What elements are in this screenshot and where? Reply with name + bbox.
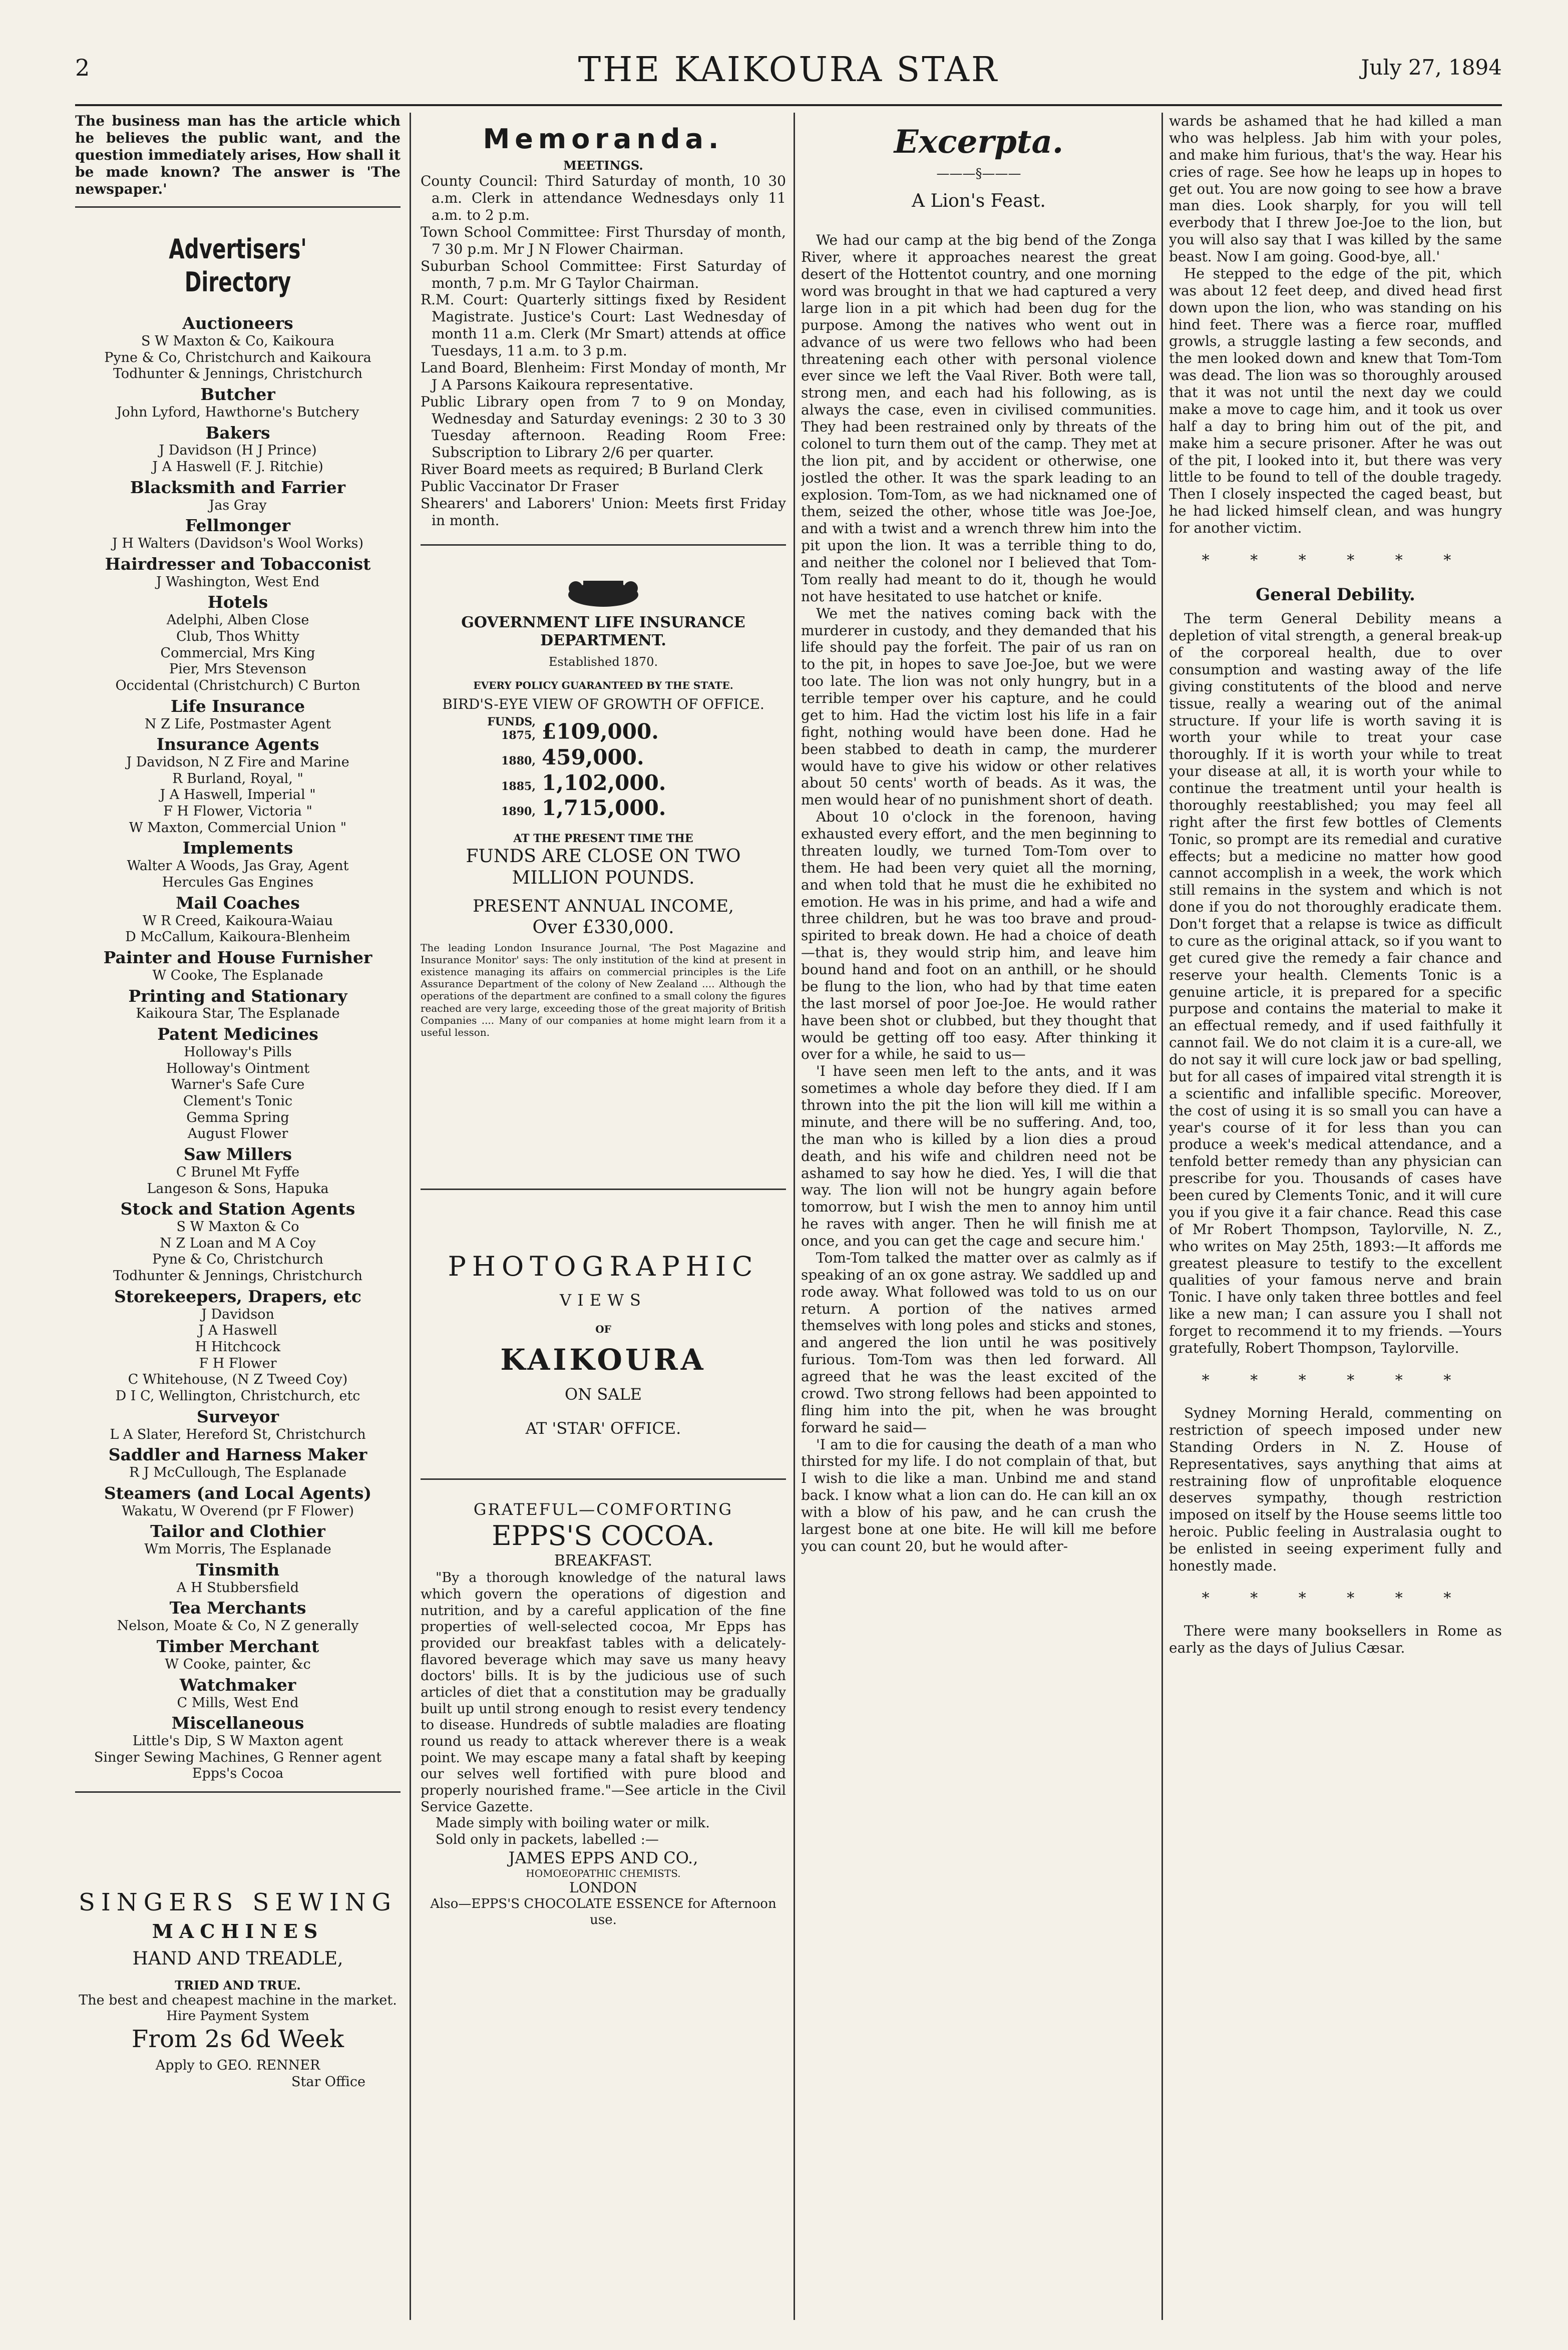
directory-entry: N Z Life, Postmaster Agent [144, 716, 331, 732]
photo-ad-line: OF [595, 1323, 611, 1336]
directory-entry: Warner's Safe Cure [171, 1077, 305, 1093]
directory-category: Printing and Stationary [128, 986, 347, 1006]
directory-category: Saddler and Harness Maker [108, 1445, 367, 1465]
meeting-item: County Council: Third Saturday of month, 10 30 a.m. Clerk in attendance Wednesdays only 11 a.m. to 2 p.m. [421, 173, 786, 224]
fund-year: FUNDS, 1875, [487, 715, 536, 742]
photo-ad-line: KAIKOURA [500, 1343, 706, 1377]
directory-entry: W Maxton, Commercial Union " [129, 820, 347, 836]
directory-entry: Langeson & Sons, Hapuka [147, 1181, 329, 1197]
cocoa-ad-maker: JAMES EPPS AND CO., [508, 1848, 698, 1867]
directory-category: Insurance Agents [156, 734, 319, 754]
directory-entry: W R Creed, Kaikoura-Waiau [142, 913, 333, 929]
directory-category: Storekeepers, Drapers, etc [114, 1286, 362, 1306]
fund-row [421, 796, 786, 821]
fund-year: 1880, [501, 754, 536, 767]
column-1 [75, 113, 401, 2330]
cocoa-ad-line: Sold only in packets, labelled :— [436, 1831, 659, 1847]
directory-entry: Holloway's Pills [184, 1044, 292, 1060]
issue-date: July 27, 1894 [1361, 55, 1502, 80]
directory-entry: R Burland, Royal, " [172, 770, 303, 787]
directory-category: Tinsmith [196, 1559, 280, 1580]
directory-category: Auctioneers [182, 313, 293, 333]
directory-category: Saw Millers [183, 1144, 292, 1164]
directory-entry: Jas Gray [209, 497, 267, 513]
insurance-income-value: Over £330,000. [532, 917, 674, 938]
directory-entry: N Z Loan and M A Coy [160, 1235, 316, 1251]
directory-category: Life Insurance [170, 696, 305, 716]
singer-ad-line: HAND AND TREADLE, [132, 1948, 343, 1970]
page-number: 2 [75, 54, 90, 81]
directory-entry: W Cooke, The Esplanade [152, 967, 323, 983]
directory-category: Hotels [207, 592, 268, 612]
story-paragraph: 'I am to die for causing the death of a man who thirsted for my life. I do not complain of that, but I wish to die like a man. Unbind me and stand back. I know what a lion can do. He can kill an ox with a blow of his paw, and he can crush the largest bone at one bite. He will kill me before you can count 20, but he would after- [801, 1436, 1156, 1554]
fund-year: 1885, [501, 779, 536, 793]
meeting-item: Shearers' and Laborers' Union: Meets first Friday in month. [421, 495, 786, 529]
cocoa-ad-line: BREAKFAST. [554, 1552, 653, 1570]
memoranda-heading: Memoranda. [483, 123, 724, 155]
directory-category: Stock and Station Agents [120, 1199, 355, 1219]
story-paragraph: 'I have seen men left to the ants, and it was sometimes a whole day before they died. If I am thrown into the pit the lion will kill me within a minute, and there will be no suffering. And, too, the man who is killed by a lion dies a proud death, and his wife and children need not be ashamed to say how he died. Yes, I will die that way. The lion will not be hungry again before tomorrow, but I wish the men to annoy him until he raves with anger. Then he will finish me at once, and you can get the cage and secure him.' [801, 1063, 1156, 1250]
advertisers-directory [75, 313, 401, 1782]
directory-category: Steamers (and Local Agents) [104, 1483, 372, 1503]
directory-category: Implements [182, 838, 293, 858]
fund-amount: 1,102,000. [542, 770, 666, 795]
directory-entry: Wm Morris, The Esplanade [144, 1541, 331, 1557]
insurance-guarantee: EVERY POLICY GUARANTEED BY THE STATE. [473, 679, 733, 692]
directory-entry: Gemma Spring [186, 1109, 289, 1125]
directory-category: Watchmaker [179, 1675, 296, 1695]
fund-row [421, 745, 786, 770]
meeting-item: River Board meets as required; B Burland Clerk [421, 461, 763, 478]
story-title: A Lion's Feast. [912, 190, 1046, 211]
directory-entry: J Davidson [201, 1306, 274, 1322]
directory-entry: F H Flower, Victoria " [163, 804, 312, 820]
story-body [801, 232, 1156, 1554]
fund-row [421, 770, 786, 796]
coat-of-arms-icon [553, 576, 653, 611]
directory-category: Mail Coaches [176, 893, 300, 913]
debility-title: General Debility. [1256, 585, 1415, 605]
directory-category: Tailor and Clothier [150, 1521, 325, 1541]
government-insurance-ad [421, 576, 786, 1038]
photo-ad-line: VIEWS [560, 1291, 647, 1310]
story-paragraph: We had our camp at the big bend of the Zonga River, where it approaches nearest the great desert of the Hottentot country, and one morning word was brought in that we had captured a very large lion in a pit which had been dug for the purpose. Among the natives who went out in advance of us were two fellows who had been threatening each other with personal violence ever since we left the Vaal River. Both were tall, strong men, and each had his following, as is always the case, even in civilised communities. They had been restrained only by threats of the colonel to turn them out of the camp. They met at the lion pit, and by accident or otherwise, one jostled the other. It was the spark leading to an explosion. Tom-Tom, as we had nicknamed one of them, seized the other, whose title was Joe-Joe, and with a twist and a wrench threw him into the pit upon the lion. It was a terrible thing to do, and neither the colonel nor I believed that Tom-Tom really had meant to do it, though he would not have hesitated to use hatchet or knife. [801, 232, 1156, 605]
directory-entry: R J McCullough, The Esplanade [129, 1465, 347, 1481]
directory-entry: August Flower [187, 1126, 288, 1142]
photo-ad-line: AT 'STAR' OFFICE. [525, 1419, 681, 1438]
directory-entry: F H Flower [199, 1355, 277, 1371]
singer-ad-price: From 2s 6d Week [131, 2025, 344, 2053]
directory-entry: D I C, Wellington, Christchurch, etc [115, 1388, 360, 1404]
intro-paragraph: The business man has the article which he believes the public want, and the question immediately arises, How shall it be made known? The answer is 'The newspaper.' [75, 113, 401, 197]
divider [75, 206, 401, 208]
singer-ad-line: SINGERS SEWING [78, 1888, 398, 1917]
directory-entry: H Hitchcock [195, 1339, 281, 1355]
insurance-small-print: The leading London Insurance Journal, 'The Post Magazine and Insurance Monitor' says: The only institution of the kind at present in existence managing its affairs on commercial principles is the Life Assurance Department of the colony of New Zealand .... Although the operations of the department are confined to a small colony the figures reached are very large, exceeding those of the great majority of British Companies .... Many of our companies at home might learn from it a useful lesson. [421, 941, 786, 1038]
meeting-item: Town School Committee: First Thursday of month, 7 30 p.m. Mr J N Flower Chairman. [421, 223, 786, 257]
directory-heading: Advertisers' Directory [169, 233, 307, 298]
divider [75, 1791, 401, 1793]
funds-table [421, 715, 786, 821]
fund-amount: 1,715,000. [542, 796, 666, 821]
story-paragraph: Tom-Tom talked the matter over as calmly as if speaking of an ox gone astray. We saddled up and rode away. What followed was told to us on our return. A portion of the natives armed themselves with long poles and sticks and stones, and angered the lion until he was positively furious. Tom-Tom was then led forward. All agreed that he was the least excited of the crowd. Two strong fellows had been appointed to fling him into the pit, when he was brought forward he said— [801, 1249, 1156, 1436]
directory-category: Tea Merchants [169, 1598, 306, 1618]
meeting-item: Land Board, Blenheim: First Monday of month, Mr J A Parsons Kaikoura representative. [421, 359, 786, 393]
directory-entry: Clement's Tonic [183, 1093, 293, 1109]
directory-category: Fellmonger [185, 516, 291, 536]
directory-entry: Nelson, Moate & Co, N Z generally [117, 1618, 359, 1634]
story-continued [1169, 113, 1502, 537]
photographic-views-ad [421, 1250, 786, 1438]
singer-ad-line: Hire Payment System [166, 2009, 309, 2024]
directory-entry: J A Haswell, Imperial " [160, 787, 316, 803]
excerpta-heading: Excerpta. [894, 123, 1064, 161]
cocoa-ad-line: Made simply with boiling water or milk. [436, 1815, 710, 1831]
directory-category: Surveyor [197, 1406, 279, 1426]
meetings-list [421, 173, 786, 529]
cocoa-ad-title: EPPS'S COCOA. [492, 1519, 715, 1551]
directory-entry: Little's Dip, S W Maxton agent [132, 1733, 343, 1749]
directory-entry: Adelphi, Alben Close [166, 612, 309, 628]
meetings-label: MEETINGS. [563, 158, 643, 173]
meeting-item: Suburban School Committee: First Saturday of month, 7 p.m. Mr G Taylor Chairman. [421, 257, 786, 291]
directory-entry: Holloway's Ointment [166, 1060, 310, 1076]
insurance-funds-close: FUNDS ARE CLOSE ON TWO MILLION POUNDS. [466, 846, 741, 889]
sydney-herald-note: Sydney Morning Herald, commenting on restriction of speech imposed under new Standing Orders in N. Z. House of Representatives, says anything that aims at restraining flow of unprofitable eloquence deserves sympathy, though restriction imposed on itself by the House seems little too heroic. Public feeling in Australasia ought to be enlisted in seeing experiment fully and honestly made. [1169, 1405, 1502, 1574]
directory-category: Timber Merchant [156, 1637, 319, 1657]
separator-stars: * * * * * * [1202, 1589, 1469, 1607]
directory-entry: W Cooke, painter, &c [165, 1656, 311, 1672]
meeting-item: Public Vaccinator Dr Fraser [421, 478, 619, 495]
separator-stars: * * * * * * [1202, 551, 1469, 569]
insurance-growth-label: BIRD'S-EYE VIEW OF GROWTH OF OFFICE. [442, 695, 764, 712]
booksellers-note: There were many booksellers in Rome as early as the days of Julius Cæsar. [1169, 1623, 1502, 1657]
column-divider [1161, 113, 1163, 2320]
cocoa-ad-line: HOMOEOPATHIC CHEMISTS. [526, 1867, 681, 1880]
masthead [75, 50, 1502, 105]
directory-entry: S W Maxton & Co [176, 1219, 299, 1235]
directory-entry: L A Slater, Hereford St, Christchurch [110, 1426, 366, 1442]
cocoa-ad-line: Also—EPPS'S CHOCOLATE ESSENCE for Afternoon use. [430, 1896, 776, 1927]
column-divider [410, 113, 411, 2320]
directory-entry: Epps's Cocoa [192, 1766, 284, 1782]
directory-category: Blacksmith and Farrier [130, 477, 346, 497]
divider [421, 1189, 786, 1190]
directory-entry: J Washington, West End [156, 574, 320, 590]
directory-entry: John Lyford, Hawthorne's Butchery [116, 404, 359, 420]
column-2 [421, 113, 786, 2330]
story-paragraph: wards be ashamed that he had killed a man who was helpless. Jab him with your poles, and make him furious, that's the way. Hear his cries of rage. See how he leaps up in hopes to get out. You are now going to see how a brave man dies. Look sharply, for you will tell everbody that I threw Joe-Joe to the lion, but you will also say that I was killed by the same beast. Now I am going. Good-bye, all.' [1169, 113, 1502, 265]
directory-entry: Commercial, Mrs King [160, 645, 315, 661]
insurance-title: GOVERNMENT LIFE INSURANCE DEPARTMENT. [461, 613, 745, 650]
directory-category: Bakers [205, 423, 270, 443]
directory-entry: J A Haswell [198, 1323, 277, 1339]
divider [421, 544, 786, 546]
directory-category: Hairdresser and Tobacconist [105, 554, 371, 574]
directory-entry: Pyne & Co, Christchurch [152, 1252, 323, 1268]
directory-entry: J H Walters (Davidson's Wool Works) [112, 536, 364, 552]
directory-category: Miscellaneous [171, 1713, 304, 1733]
directory-entry: J A Haswell (F. J. Ritchie) [152, 459, 323, 475]
directory-entry: Walter A Woods, Jas Gray, Agent [127, 858, 349, 874]
singer-ad-line: TRIED AND TRUE. [175, 1978, 301, 1993]
directory-entry: Club, Thos Whitty [176, 629, 299, 645]
newspaper-title: THE KAIKOURA STAR [578, 50, 999, 90]
directory-entry: C Mills, West End [177, 1695, 299, 1711]
fund-amount: 459,000. [542, 744, 644, 769]
directory-entry: Hercules Gas Engines [162, 875, 314, 891]
debility-article: The term General Debility means a depletion of vital strength, a general break-up of the corporeal health, due to over consumption and wasting away of the life giving constitutents of the blood and nerve tissue, really a wearing out of the animal structure. If your life is worth saving it is worth your while to treat your case thoroughly. If it is worth your while to treat your disease at all, it is worth your while to continue the treatment until your health is thoroughly reestablished; you may feel all right after the first few bottles of Clements Tonic, so prompt are its remedial and curative effects; but a medicine no matter how good cannot accomplish in a week, the work which still remains in the system and which is not done if you do not thoroughly eradicate them. Don't forget that a relapse is twice as difficult to cure as the original attack, so if you want to get cured give the remedy a fair chance and reserve your health. Clements Tonic is a genuine article, it is prepared for a specific purpose and contains the material to make it an effectual remedy, and if used faithfully it cannot fail. We do not claim it is a cure-all, we do not say it will cure lock jaw or bad spelling, but for all cases of impaired vital strength it is a scientific and infallible specific. Moreover, the cost of using it is so small you can have a year's course of it for less than you can produce a week's medical attendance, and a tenfold better remedy than any physician can prescribe for you. Thousands of cases have been cured by Clements Tonic, and it will cure you if you give it a fair chance. Read this case of Mr Robert Thompson, Taylorville, N. Z., who writes on May 25th, 1893:—It affords me greatest pleasure to testify to the excellent qualities of your famous nerve and brain Tonic. I have only taken three bottles and feel like a new man; I can assure you I shall not forget to recommend it to my friends. —Yours gratefully, Robert Thompson, Taylorville. [1169, 610, 1502, 1356]
section-mark: ———§——— [936, 166, 1021, 182]
singer-ad-line: MACHINES [152, 1920, 324, 1943]
cocoa-ad-line: GRATEFUL—COMFORTING [473, 1500, 733, 1519]
directory-entry: A H Stubbersfield [176, 1580, 299, 1596]
story-paragraph: He stepped to the edge of the pit, which was about 12 feet deep, and dived head first down upon the lion, who was standing on his hind feet. There was a fierce roar, muffled growls, a struggle lasting a few seconds, and the men looked down and knew that Tom-Tom was dead. The lion was so thoroughly aroused that it was not until the next day we could make a move to cage him, and it took us over half a day to bring him out of the pit, and make him a secure prisoner. After he was out of the pit, I looked into it, but there was very little to be found to tell of the double tragedy. Then I closely inspected the caged beast, but he had licked himself clean, and was hungry for another victim. [1169, 265, 1502, 536]
story-paragraph: We met the natives coming back with the murderer in custody, and they demanded that his life should pay the forfeit. The pair of us ran on to the pit, in hopes to save Joe-Joe, but we were too late. The lion was not only hungry, but in a terrible temper over his capture, and he could get to him. Had the victim lost his life in a fair fight, nothing would have been done. Had he been stabbed to death in camp, the murderer would have to give his widow or other relatives about 50 cents' worth of beads. As it was, the men would hear of no punishment short of death. [801, 605, 1156, 809]
directory-entry: J Davidson (H J Prince) [159, 443, 317, 459]
cocoa-ad-line: LONDON [569, 1879, 637, 1896]
directory-entry: Pyne & Co, Christchurch and Kaikoura [104, 349, 371, 365]
directory-entry: J Davidson, N Z Fire and Marine [126, 754, 349, 770]
cocoa-ad-body: "By a thorough knowledge of the natural laws which govern the operations of digestion and nutrition, and by a careful application of the fine properties of well-selected cocoa, Mr Epps has provided our breakfast tables with a delicately-flavored beverage which may save us many heavy doctors' bills. It is by the judicious use of such articles of diet that a constitution may be gradually built up until strong enough to resist every tendency to disease. Hundreds of subtle maladies are floating round us ready to attack wherever there is a weak point. We may escape many a fatal shaft by keeping our selves well fortified with pure blood and properly nourished frame."—See article in the Civil Service Gazette. [421, 1570, 786, 1815]
fund-year: 1890, [501, 805, 536, 819]
story-paragraph: About 10 o'clock in the forenoon, having exhausted every effort, and the men beginning to threaten loudly, we turned Tom-Tom over to them. He had been very quiet all the morning, and when told that he must die he exhibited no emotion. He was in his prime, and had a wife and three children, but he was too brave and proud-spirited to break down. He had a choice of death—that is, they would strip him, and leave him bound hand and foot on an anthill, or he should be flung to the lion, who had by that time eaten the last morsel of poor Joe-Joe. He would rather have been shot or clubbed, but they thought that would be getting off too easy. After thinking it over for a while, he said to us— [801, 809, 1156, 1063]
directory-entry: Wakatu, W Overend (pr F Flower) [122, 1503, 354, 1519]
photo-ad-line: PHOTOGRAPHIC [448, 1251, 759, 1283]
directory-entry: D McCallum, Kaikoura-Blenheim [125, 929, 350, 945]
directory-category: Butcher [200, 384, 275, 404]
directory-entry: S W Maxton & Co, Kaikoura [141, 333, 335, 349]
directory-entry: Pier, Mrs Stevenson [169, 661, 307, 677]
meeting-item: Public Library open from 7 to 9 on Monday, Wednesday and Saturday evenings: 2 30 to 3 30 Tuesday afternoon. Reading Room Free: Subscription to Library 2/6 per quarter. [421, 393, 786, 461]
column-4 [1169, 113, 1502, 2330]
fund-amount: £109,000. [542, 719, 659, 744]
singer-ad-line: Apply to GEO. RENNER [155, 2057, 320, 2073]
divider [421, 1478, 786, 1480]
column-divider [794, 113, 795, 2320]
directory-entry: C Brunel Mt Fyffe [176, 1164, 300, 1180]
fund-row [421, 715, 786, 744]
column-3 [801, 113, 1156, 2330]
directory-entry: Kaikoura Star, The Esplanade [136, 1006, 340, 1022]
singer-sewing-ad [75, 1888, 401, 2090]
directory-category: Patent Medicines [157, 1024, 318, 1044]
masthead-rule [75, 104, 1502, 106]
insurance-present: AT THE PRESENT TIME THE [513, 832, 693, 846]
directory-entry: Todhunter & Jennings, Christchurch [113, 366, 363, 382]
meeting-item: R.M. Court: Quarterly sittings fixed by Resident Magistrate. Justice's Court: Last Wednesday of month 11 a.m. Clerk (Mr Smart) attends at office Tuesdays, 11 a.m. to 3 p.m. [421, 291, 786, 359]
directory-category: Painter and House Furnisher [103, 947, 372, 967]
insurance-income-label: PRESENT ANNUAL INCOME, [473, 896, 734, 916]
insurance-established: Established 1870. [548, 655, 658, 669]
epps-cocoa-ad [421, 1500, 786, 1928]
directory-entry: C Whitehouse, (N Z Tweed Coy) [128, 1372, 348, 1388]
directory-entry: Singer Sewing Machines, G Renner agent [94, 1749, 382, 1765]
separator-stars: * * * * * * [1202, 1371, 1469, 1389]
photo-ad-line: ON SALE [564, 1384, 642, 1404]
singer-ad-line: Star Office [291, 2074, 365, 2090]
directory-entry: Todhunter & Jennings, Christchurch [113, 1268, 363, 1284]
singer-ad-line: The best and cheapest machine in the market. [79, 1992, 397, 2008]
directory-entry: Occidental (Christchurch) C Burton [115, 678, 360, 694]
